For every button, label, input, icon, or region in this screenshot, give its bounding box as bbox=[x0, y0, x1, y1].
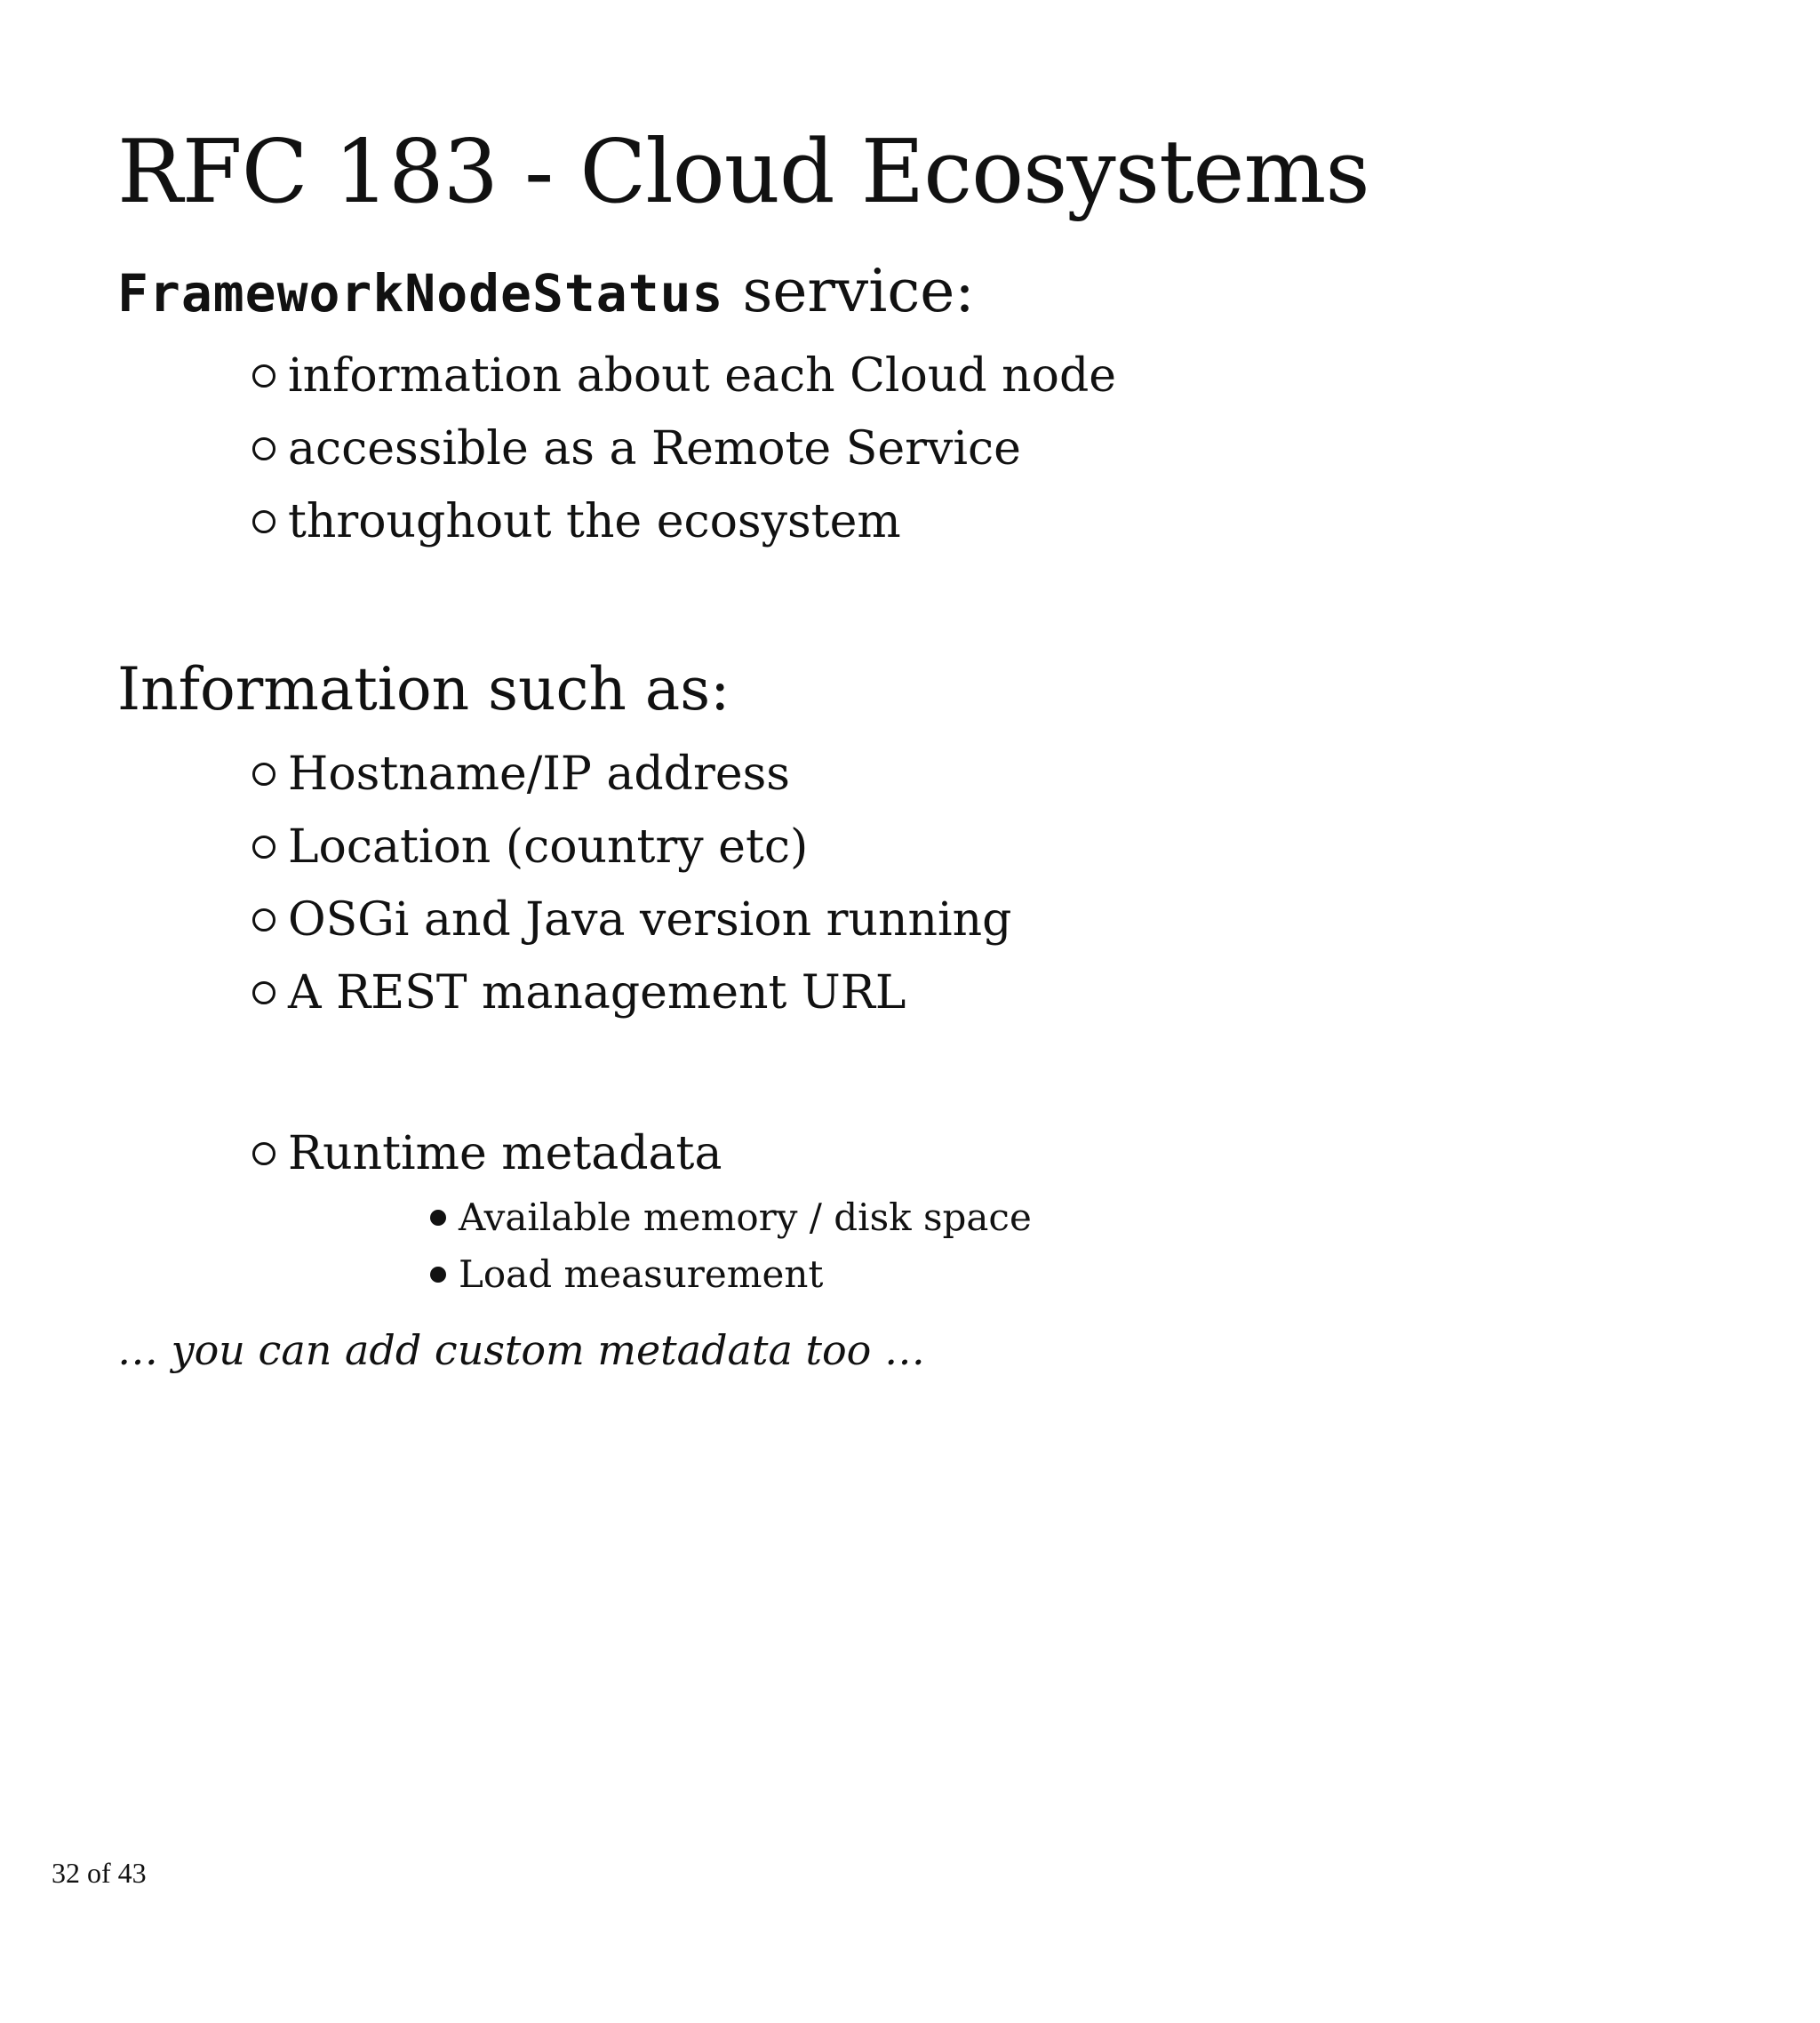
list-item bbox=[252, 738, 1011, 811]
list-item bbox=[252, 884, 1011, 956]
slide-title: RFC 183 - Cloud Ecosystems bbox=[117, 122, 1369, 223]
hollow-bullet-icon bbox=[252, 364, 275, 388]
list-item-text: information about each Cloud node bbox=[288, 349, 1117, 403]
service-name-code: FrameworkNodeStatus bbox=[117, 263, 724, 324]
list-item bbox=[252, 412, 1116, 485]
page-number: 32 of 43 bbox=[52, 1857, 147, 1889]
hollow-bullet-icon bbox=[252, 510, 275, 533]
hollow-bullet-icon bbox=[252, 1142, 275, 1165]
list-item-text: Location (country etc) bbox=[288, 820, 809, 874]
list-item-text: Load measurement bbox=[459, 1252, 824, 1296]
solid-bullet-icon bbox=[430, 1267, 446, 1283]
solid-bullet-icon bbox=[430, 1210, 446, 1226]
list-item-text: Available memory / disk space bbox=[459, 1195, 1032, 1239]
hollow-bullet-icon bbox=[252, 908, 275, 932]
info-heading: Information such as: bbox=[117, 655, 730, 724]
info-points-list bbox=[252, 738, 1011, 1029]
hollow-bullet-icon bbox=[252, 437, 275, 460]
list-item-text: throughout the ecosystem bbox=[288, 495, 901, 548]
list-item bbox=[252, 1117, 722, 1190]
list-item bbox=[252, 485, 1116, 558]
list-item bbox=[252, 956, 1011, 1029]
list-item bbox=[430, 1246, 1032, 1303]
list-item bbox=[252, 811, 1011, 884]
service-heading-suffix: service: bbox=[723, 257, 975, 325]
list-item bbox=[252, 340, 1116, 412]
list-item-text: accessible as a Remote Service bbox=[288, 422, 1021, 476]
list-item-text: OSGi and Java version running bbox=[288, 893, 1012, 947]
service-points-list bbox=[252, 340, 1116, 558]
list-item-text: Hostname/IP address bbox=[288, 748, 790, 801]
list-item bbox=[430, 1189, 1032, 1246]
hollow-bullet-icon bbox=[252, 836, 275, 859]
runtime-label: Runtime metadata bbox=[288, 1127, 722, 1180]
hollow-bullet-icon bbox=[252, 763, 275, 786]
service-heading bbox=[117, 256, 975, 326]
custom-metadata-note: … you can add custom metadata too … bbox=[117, 1326, 925, 1374]
runtime-list bbox=[252, 1117, 722, 1190]
list-item-text: A REST management URL bbox=[288, 966, 906, 1019]
hollow-bullet-icon bbox=[252, 981, 275, 1004]
runtime-sublist bbox=[430, 1189, 1032, 1303]
